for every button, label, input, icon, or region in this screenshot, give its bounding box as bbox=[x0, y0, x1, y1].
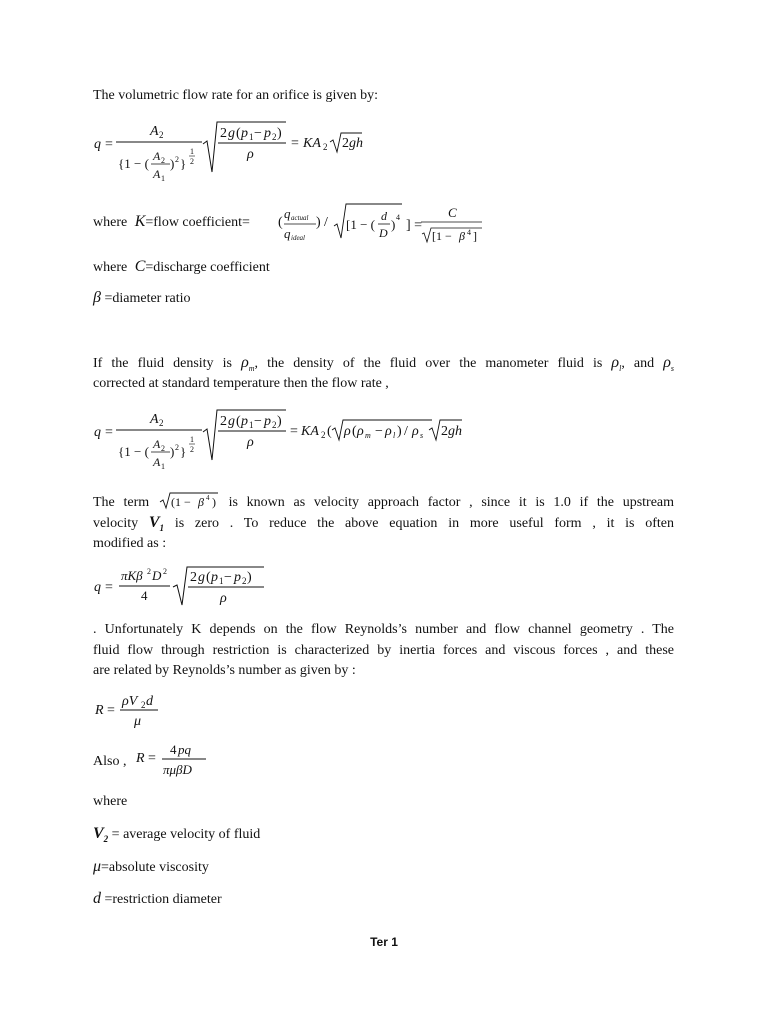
v1-symbol: $V_1$ bbox=[148, 514, 165, 534]
svg-text:−: − bbox=[224, 570, 232, 585]
svg-text:=: = bbox=[290, 424, 298, 439]
svg-text:/: / bbox=[404, 424, 408, 439]
svg-text:[1 −: [1 − bbox=[432, 229, 452, 243]
svg-text:pq: pq bbox=[178, 742, 191, 757]
svg-text:2: 2 bbox=[161, 444, 165, 453]
svg-text:2: 2 bbox=[242, 576, 247, 586]
term-text-b: is known as velocity approach factor , since it is 1.0 if the upstream bbox=[228, 495, 675, 510]
mu-definition-line bbox=[93, 859, 209, 876]
svg-text:p: p bbox=[264, 126, 271, 141]
k-symbol: K bbox=[134, 213, 146, 230]
svg-text:D: D bbox=[379, 226, 388, 240]
svg-text:πKβ: πKβ bbox=[121, 568, 143, 583]
svg-text:): ) bbox=[170, 444, 175, 459]
d-symbol: d bbox=[93, 890, 101, 907]
svg-text:=: = bbox=[105, 425, 113, 440]
orifice-flow-equation bbox=[90, 118, 390, 190]
svg-text:2: 2 bbox=[147, 567, 151, 576]
svg-text:2: 2 bbox=[441, 424, 448, 439]
svg-text:2: 2 bbox=[190, 570, 197, 585]
svg-text:D: D bbox=[152, 568, 162, 583]
velocity-approach-line-2 bbox=[93, 515, 674, 536]
svg-text:ρ: ρ bbox=[344, 424, 351, 439]
simplified-flow-equation bbox=[90, 565, 280, 607]
svg-text:2: 2 bbox=[323, 142, 328, 152]
svg-text:ρ: ρ bbox=[357, 424, 364, 439]
reynolds-alternate-equation bbox=[134, 740, 224, 780]
svg-text:p: p bbox=[211, 570, 218, 585]
reynolds-equation bbox=[90, 690, 180, 730]
svg-text:): ) bbox=[277, 126, 282, 141]
svg-text:2: 2 bbox=[190, 157, 194, 166]
svg-text:): ) bbox=[277, 414, 282, 429]
svg-text:l: l bbox=[393, 431, 396, 440]
rho-s-symbol: $\rho_s$ bbox=[663, 354, 675, 374]
corrected-flow-equation bbox=[90, 408, 480, 480]
svg-text:): ) bbox=[391, 217, 396, 232]
svg-text:2: 2 bbox=[175, 443, 179, 452]
svg-text:}: } bbox=[180, 156, 187, 171]
svg-text:): ) bbox=[211, 495, 216, 509]
svg-text:(1 −: (1 − bbox=[170, 495, 191, 509]
svg-text:4: 4 bbox=[467, 228, 471, 237]
svg-text:1: 1 bbox=[161, 462, 165, 471]
mu-definition: =absolute viscosity bbox=[101, 860, 209, 875]
svg-text:ρ: ρ bbox=[247, 147, 254, 162]
v2-symbol: $V_2$ bbox=[93, 825, 109, 845]
svg-text:=: = bbox=[105, 137, 113, 152]
svg-text:): ) bbox=[170, 156, 175, 171]
svg-text:2: 2 bbox=[321, 430, 326, 440]
svg-text:gh: gh bbox=[448, 424, 462, 439]
k-definition-line bbox=[93, 214, 250, 231]
beta-definition: =diameter ratio bbox=[104, 291, 191, 306]
d-definition: =restriction diameter bbox=[104, 892, 222, 907]
svg-text:m: m bbox=[365, 431, 371, 440]
svg-text:s: s bbox=[420, 431, 424, 440]
svg-text:A: A bbox=[153, 149, 161, 163]
svg-text:p: p bbox=[241, 126, 248, 141]
svg-text:4: 4 bbox=[396, 213, 400, 222]
svg-text:2: 2 bbox=[159, 130, 164, 140]
svg-text:): ) bbox=[247, 570, 252, 585]
svg-text:p: p bbox=[234, 570, 241, 585]
svg-text:R: R bbox=[136, 751, 145, 766]
svg-text:=: = bbox=[291, 136, 299, 151]
beta-definition-line bbox=[93, 290, 191, 307]
svg-text:): ) bbox=[397, 424, 402, 439]
svg-text:q: q bbox=[284, 206, 291, 221]
intro-text: The volumetric flow rate for an orifice is given by: bbox=[93, 88, 378, 103]
rho-l-symbol: $\rho_l$ bbox=[611, 354, 622, 374]
reynolds-line-3: are related by Reynolds’s number as given by : bbox=[93, 663, 356, 678]
svg-text:(: ( bbox=[327, 424, 332, 439]
modified-text: modified as : bbox=[93, 536, 167, 551]
svg-text:actual: actual bbox=[291, 214, 309, 222]
svg-text:4: 4 bbox=[170, 742, 177, 757]
svg-text:2: 2 bbox=[161, 156, 165, 165]
c-symbol: C bbox=[134, 258, 146, 275]
term-text-a: The term bbox=[93, 495, 150, 510]
velocity-text-b: is zero . To reduce the above equation in more useful form , it is often bbox=[174, 516, 674, 531]
svg-text:{1 − (: {1 − ( bbox=[118, 156, 149, 171]
svg-text:R: R bbox=[95, 703, 104, 718]
svg-text:A: A bbox=[153, 167, 161, 181]
svg-text:): ) bbox=[316, 215, 321, 230]
svg-text:q: q bbox=[94, 425, 101, 440]
svg-text:KA: KA bbox=[301, 424, 319, 439]
reynolds-line-1: . Unfortunately K depends on the flow Reynolds’s number and flow channel geometry . The bbox=[93, 622, 674, 637]
svg-text:ρ: ρ bbox=[385, 424, 392, 439]
rho-m-symbol: $\rho_m$ bbox=[241, 354, 255, 374]
svg-text:2: 2 bbox=[159, 418, 164, 428]
svg-text:]: ] bbox=[473, 229, 477, 243]
svg-text:p: p bbox=[264, 414, 271, 429]
d-definition-line bbox=[93, 891, 222, 908]
svg-text:(: ( bbox=[236, 414, 241, 429]
svg-text:q: q bbox=[284, 226, 291, 241]
mu-symbol: μ bbox=[93, 858, 102, 875]
svg-text:1: 1 bbox=[219, 576, 224, 586]
svg-text:2: 2 bbox=[175, 155, 179, 164]
svg-text:β: β bbox=[459, 229, 465, 243]
velocity-approach-factor-expression bbox=[158, 492, 220, 510]
svg-text:ρ: ρ bbox=[412, 424, 419, 439]
density-text-c: , and bbox=[621, 356, 655, 371]
svg-text:q: q bbox=[94, 137, 101, 152]
svg-text:β: β bbox=[197, 495, 204, 509]
svg-text:2: 2 bbox=[163, 567, 167, 576]
svg-text:}: } bbox=[180, 444, 187, 459]
k-where-label: where bbox=[93, 215, 128, 230]
svg-text:1: 1 bbox=[249, 132, 254, 142]
density-line-1 bbox=[93, 355, 674, 377]
svg-text:A: A bbox=[153, 437, 161, 451]
svg-text:g: g bbox=[228, 414, 235, 429]
velocity-text-a: velocity bbox=[93, 516, 139, 531]
svg-text:C: C bbox=[448, 205, 457, 220]
svg-text:] =: ] = bbox=[406, 218, 423, 233]
c-where-label: where bbox=[93, 260, 128, 275]
v2-definition-line bbox=[93, 826, 260, 847]
svg-text:2: 2 bbox=[272, 420, 277, 430]
svg-text:2: 2 bbox=[220, 126, 227, 141]
svg-text:2: 2 bbox=[272, 132, 277, 142]
svg-text:(: ( bbox=[278, 215, 283, 230]
svg-text:−: − bbox=[375, 424, 383, 439]
svg-text:A: A bbox=[150, 124, 159, 139]
svg-text:2: 2 bbox=[342, 136, 349, 151]
svg-text:g: g bbox=[198, 570, 205, 585]
svg-text:(: ( bbox=[206, 570, 211, 585]
svg-text:2: 2 bbox=[190, 445, 194, 454]
c-definition-line bbox=[93, 259, 270, 276]
svg-text:=: = bbox=[107, 703, 115, 718]
svg-text:μ: μ bbox=[134, 714, 142, 729]
svg-text:d: d bbox=[381, 209, 387, 223]
svg-text:gh: gh bbox=[349, 136, 363, 151]
svg-text:(: ( bbox=[352, 424, 357, 439]
svg-text:1: 1 bbox=[249, 420, 254, 430]
svg-text:4: 4 bbox=[141, 588, 148, 603]
svg-text:−: − bbox=[254, 414, 262, 429]
density-text-a: If the fluid density is bbox=[93, 356, 232, 371]
svg-text:ideal: ideal bbox=[291, 234, 305, 242]
svg-text:2: 2 bbox=[141, 700, 146, 710]
svg-text:4: 4 bbox=[205, 494, 210, 502]
k-definition: =flow coefficient= bbox=[145, 215, 250, 230]
reynolds-line-2: fluid flow through restriction is characterized by inertia forces and viscous forces , and these bbox=[93, 643, 674, 658]
density-line-2: corrected at standard temperature then the flow rate , bbox=[93, 376, 389, 391]
svg-text:1: 1 bbox=[190, 147, 194, 156]
svg-text:ρV: ρV bbox=[122, 694, 138, 709]
svg-text:/: / bbox=[324, 215, 328, 230]
svg-text:[1 − (: [1 − ( bbox=[346, 217, 375, 232]
velocity-approach-line-1 bbox=[93, 492, 674, 511]
svg-text:(: ( bbox=[236, 126, 241, 141]
svg-text:=: = bbox=[148, 751, 156, 766]
svg-text:p: p bbox=[241, 414, 248, 429]
svg-text:ρ: ρ bbox=[220, 591, 227, 606]
flow-coefficient-expression bbox=[278, 200, 498, 244]
page-footer: Ter 1 bbox=[370, 935, 398, 949]
svg-text:ρ: ρ bbox=[247, 435, 254, 450]
v2-definition: = average velocity of fluid bbox=[111, 827, 261, 842]
svg-text:πμβD: πμβD bbox=[163, 762, 192, 777]
svg-text:=: = bbox=[105, 580, 113, 595]
svg-text:{1 − (: {1 − ( bbox=[118, 444, 149, 459]
c-definition: =discharge coefficient bbox=[145, 260, 270, 275]
svg-text:1: 1 bbox=[161, 174, 165, 183]
also-label: Also , bbox=[93, 754, 127, 769]
svg-text:q: q bbox=[94, 580, 101, 595]
svg-text:1: 1 bbox=[190, 435, 194, 444]
svg-text:KA: KA bbox=[303, 136, 321, 151]
beta-symbol: β bbox=[93, 289, 101, 306]
svg-text:−: − bbox=[254, 126, 262, 141]
svg-text:2: 2 bbox=[220, 414, 227, 429]
svg-text:g: g bbox=[228, 126, 235, 141]
svg-text:d: d bbox=[146, 694, 153, 709]
where-final-label: where bbox=[93, 794, 128, 809]
svg-text:A: A bbox=[153, 455, 161, 469]
density-text-b: , the density of the fluid over the manometer fluid is bbox=[254, 356, 603, 371]
svg-text:A: A bbox=[150, 412, 159, 427]
